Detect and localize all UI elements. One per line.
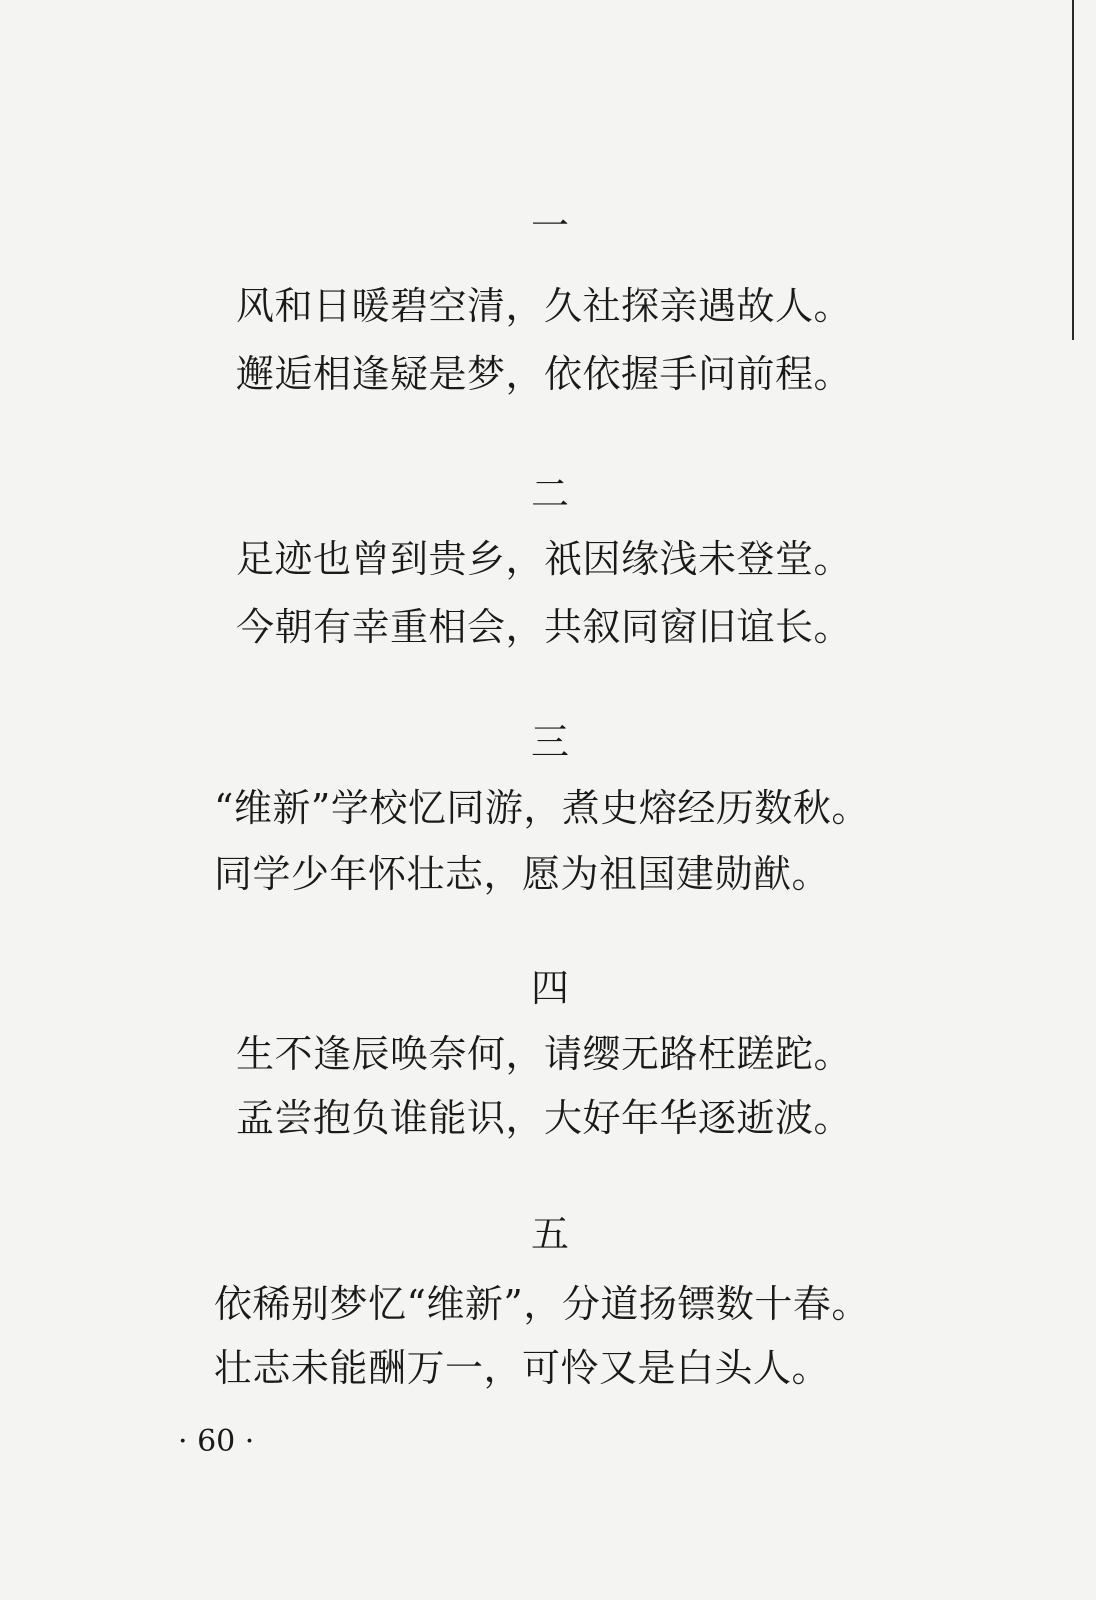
poem-1-line-2: 邂逅相逢疑是梦，依依握手问前程。 <box>236 352 853 396</box>
poem-3-line-1: “维新”学校忆同游，煮史熔经历数秋。 <box>214 786 870 830</box>
poem-4-line-2: 孟尝抱负谁能识，大好年华逐逝波。 <box>236 1096 853 1140</box>
poem-5-line-2: 壮志未能酬万一，可怜又是白头人。 <box>214 1346 831 1390</box>
page-number: · 60 · <box>178 1424 255 1459</box>
poem-2-line-2: 今朝有幸重相会，共叙同窗旧谊长。 <box>236 605 853 649</box>
poem-2-number: 二 <box>530 472 569 516</box>
poem-3-line-2: 同学少年怀壮志，愿为祖国建勋猷。 <box>214 852 831 896</box>
poem-1-number: 一 <box>530 204 569 248</box>
poem-5-number: 五 <box>530 1212 569 1256</box>
poem-4-line-1: 生不逢辰唤奈何，请缨无路枉蹉跎。 <box>236 1032 853 1076</box>
poem-1-line-1: 风和日暖碧空清，久社探亲遇故人。 <box>236 284 853 328</box>
poem-2-line-1: 足迹也曾到贵乡，祇因缘浅未登堂。 <box>236 537 853 581</box>
poem-4-number: 四 <box>530 966 569 1010</box>
poem-5-line-1: 依稀别梦忆“维新”，分道扬镖数十春。 <box>214 1282 870 1326</box>
scan-edge-line <box>1072 0 1074 340</box>
poem-3-number: 三 <box>530 720 569 764</box>
